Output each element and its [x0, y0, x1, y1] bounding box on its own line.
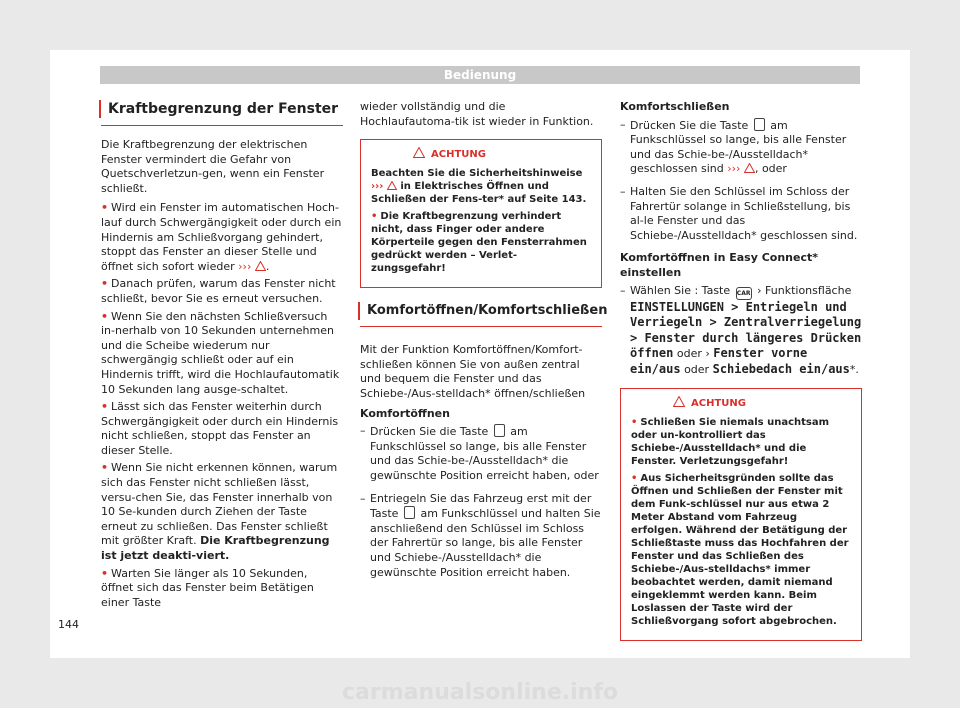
bullet-icon: •	[101, 277, 109, 291]
warning-title	[631, 397, 851, 410]
warning-text: Beachten Sie die Sicherheitshinweise	[371, 168, 583, 180]
list-item: – Drücken Sie die Taste am Funkschlüssel so lange, bis alle Fenster und das Schie-be-/Ausstelldach* die gewünschte Position erreicht haben, oder	[360, 424, 599, 482]
bullet-text: Lässt sich das Fenster weiterhin durch Schwergängigkeit oder durch ein Hindernis nicht schließen, stoppt das Fenster an dieser Stelle.	[101, 400, 339, 457]
arrow-icon: ›››	[727, 162, 741, 176]
list-item: – Entriegeln Sie das Fahrzeug erst mit der Taste am Funkschlüssel und halten Sie anschließend den Schlüssel im Schloss der Fahrertür so lange, bis alle Fenster und Schiebe-/Ausstelldach* die gewünschte Position erreicht haben.	[360, 491, 601, 579]
warning-item	[371, 167, 591, 206]
list-item	[101, 461, 343, 563]
bullet-icon: •	[101, 566, 109, 580]
step-text: Wählen Sie : Taste	[630, 283, 731, 297]
list-item	[101, 310, 343, 398]
warning-label: ACHTUNG	[431, 149, 486, 161]
bullet-icon: •	[101, 309, 109, 323]
warning-title	[371, 148, 591, 161]
menu-path: EINSTELLUNGEN > Entriegeln und Verriegeln > Zentralverriegelung > Fenster durch längeres Drücken öffnen	[630, 299, 862, 361]
column-2	[360, 100, 608, 588]
bullet-icon: •	[631, 416, 638, 428]
section-rule	[360, 326, 602, 327]
arrow-icon: ›››	[238, 259, 252, 273]
step-text: am Funkschlüssel und halten Sie anschließend den Schlüssel im Schloss der Fahrertür so lange, bis alle Fenster und Schiebe-/Ausstelldach* die gewünschte Position erreicht haben.	[370, 507, 601, 579]
warning-box	[360, 139, 602, 288]
intro-text: Die Kraftbegrenzung der elektrischen Fenster vermindert die Gefahr von Quetschverletzun-gen, wenn ein Fenster schließt.	[101, 138, 325, 195]
page-number: 144	[58, 618, 79, 631]
list-item: – Drücken Sie die Taste am Funkschlüssel so lange, bis alle Fenster und das Schie-be-/Ausstelldach* geschlossen sind ››› , oder	[620, 117, 847, 176]
subsection-title: Komfortschließen	[620, 100, 730, 113]
subsection-title: Komfortöffnen	[360, 406, 450, 420]
key-lock-icon	[754, 118, 765, 131]
list-item	[101, 277, 343, 306]
arrow-icon: ›››	[371, 181, 384, 193]
section-header: Bedienung	[100, 66, 860, 84]
step-text: oder	[684, 362, 710, 376]
bullet-text: Wird ein Fenster im automatischen Hoch-lauf durch Schwergängigkeit oder durch ein Hindernis am Schließvorgang gehindert, stoppt das Fenster an dieser Stelle und öffnet sich sofort wieder	[101, 201, 342, 273]
column-3	[620, 100, 862, 655]
warning-icon	[413, 147, 425, 158]
bullet-text: Danach prüfen, warum das Fenster nicht schließt, bevor Sie es erneut versuchen.	[101, 277, 336, 305]
warning-text: in Elektrisches Öffnen und Schließen der Fens-ter* auf Seite 143.	[371, 181, 587, 206]
warning-text: Schließen Sie niemals unachtsam oder un-kontrolliert das Schiebe-/Ausstelldach* und die Fenster. Verletzungsgefahr!	[631, 416, 830, 467]
list-item: – Wählen Sie : Taste CAR › Funktionsfläche EINSTELLUNGEN > Entriegeln und Verriegeln > Zentralverriegelung > Fenster durch längeres Drücken öffnen oder › Fenster vorne ein/aus oder Schiebedach ein/aus*.	[620, 283, 862, 376]
warning-text: Die Kraftbegrenzung verhindert nicht, dass Finger oder andere Körperteile gegen den Fensterrahmen gedrückt werden – Verlet-zungsgefahr!	[371, 211, 587, 275]
step-text: Drücken Sie die Taste	[370, 425, 489, 439]
warning-icon	[255, 261, 266, 271]
step-text: oder	[676, 347, 702, 361]
menu-path: Schiebedach ein/aus	[712, 361, 850, 376]
car-button-icon: CAR	[736, 287, 752, 300]
warning-icon	[673, 396, 685, 407]
step-text: Entriegeln Sie das Fahrzeug erst mit der Taste	[370, 491, 592, 521]
bullet-text: Wenn Sie nicht erkennen können, warum sich das Fenster nicht schließen lässt, versu-chen Sie, das Fenster innerhalb von 10 Se-kunden durch Ziehen der Taste erneut zu schließen. Das Fenster schließt mit größter Kraft.	[101, 461, 338, 548]
warning-box	[620, 388, 862, 641]
warning-item	[631, 472, 851, 628]
key-unlock-icon	[494, 424, 505, 437]
bullet-text: Warten Sie länger als 10 Sekunden, öffnet sich das Fenster beim Betätigen einer Taste	[101, 566, 314, 609]
bullet-icon: •	[631, 472, 638, 484]
list-item	[101, 567, 343, 611]
key-unlock-icon	[404, 506, 415, 519]
list-item: – Halten Sie den Schlüssel im Schloss der Fahrertür solange in Schließstellung, bis al-le Fenster und das Schiebe-/Ausstelldach* geschlossen sind.	[620, 184, 858, 242]
warning-icon	[744, 163, 755, 173]
section-title: Komfortöffnen/Komfortschließen	[358, 302, 602, 320]
step-text: am Funkschlüssel so lange, bis alle Fenster und das Schie-be-/Ausstelldach* geschlossen sind	[630, 118, 847, 176]
warning-item	[371, 210, 591, 275]
bullet-icon: •	[371, 211, 378, 223]
warning-text: Aus Sicherheitsgründen sollte das Öffnen und Schließen der Fenster mit dem Funk-schlüssel nur aus etwa 2 Meter Abstand vom Fahrzeug erfolgen. Während der Betätigung der Schließtaste muss das Hochfahren der Fenster und das Schließen des Schiebe-/Aus-stelldachs* immer beobachtet werden, damit niemand eingeklemmt werden kann. Beim Loslassen der Taste wird der Schließvorgang sofort abgebrochen.	[631, 472, 849, 627]
continuation-text: wieder vollständig und die Hochlaufautoma-tik ist wieder in Funktion.	[360, 100, 594, 128]
subsection-title: Komfortöffnen in Easy Connect* einstellen	[620, 251, 818, 279]
list-item: • Wird ein Fenster im automatischen Hoch-lauf durch Schwergängigkeit oder durch ein Hindernis am Schließvorgang gehindert, stoppt das Fenster an dieser Stelle und öffnet sich sofort wieder ››› .	[101, 201, 342, 273]
bullet-icon: •	[101, 201, 109, 215]
warning-label: ACHTUNG	[691, 397, 746, 409]
warning-item	[631, 416, 851, 468]
step-text: Funktionsfläche	[765, 283, 852, 297]
column-1	[101, 100, 343, 613]
bold-note: Die Kraftbegrenzung ist jetzt deakti-viert.	[101, 534, 330, 563]
list-item	[101, 400, 343, 458]
title-rule	[101, 125, 343, 126]
warning-icon	[387, 181, 397, 190]
step-text: Drücken Sie die Taste	[630, 118, 749, 132]
step-text: Halten Sie den Schlüssel im Schloss der Fahrertür solange in Schließstellung, bis al-le Fenster und das Schiebe-/Ausstelldach* geschlossen sind.	[630, 184, 858, 242]
page-title: Kraftbegrenzung der Fenster	[99, 100, 343, 118]
watermark: carmanualsonline.info	[342, 680, 618, 705]
bullet-text: Wenn Sie den nächsten Schließversuch in-nerhalb von 10 Sekunden unternehmen und die Scheibe wiederum nur schwergängig schließt oder auf ein Hindernis trifft, wird die Hochlaufautomatik 10 Sekunden lang ausge-schaltet.	[101, 309, 340, 396]
step-text: am Funkschlüssel so lange, bis alle Fenster und das Schie-be-/Ausstelldach* die gewünschte Position erreicht haben, oder	[370, 425, 599, 482]
section-intro: Mit der Funktion Komfortöffnen/Komfort-schließen können Sie von außen zentral und bequem die Fenster und das Schiebe-/Aus-stelldach* öffnen/schließen	[360, 343, 586, 400]
bullet-icon: •	[101, 400, 109, 414]
step-text: oder	[761, 162, 787, 176]
menu-path: Fenster vorne ein/aus	[630, 346, 808, 376]
bullet-icon: •	[101, 461, 109, 475]
